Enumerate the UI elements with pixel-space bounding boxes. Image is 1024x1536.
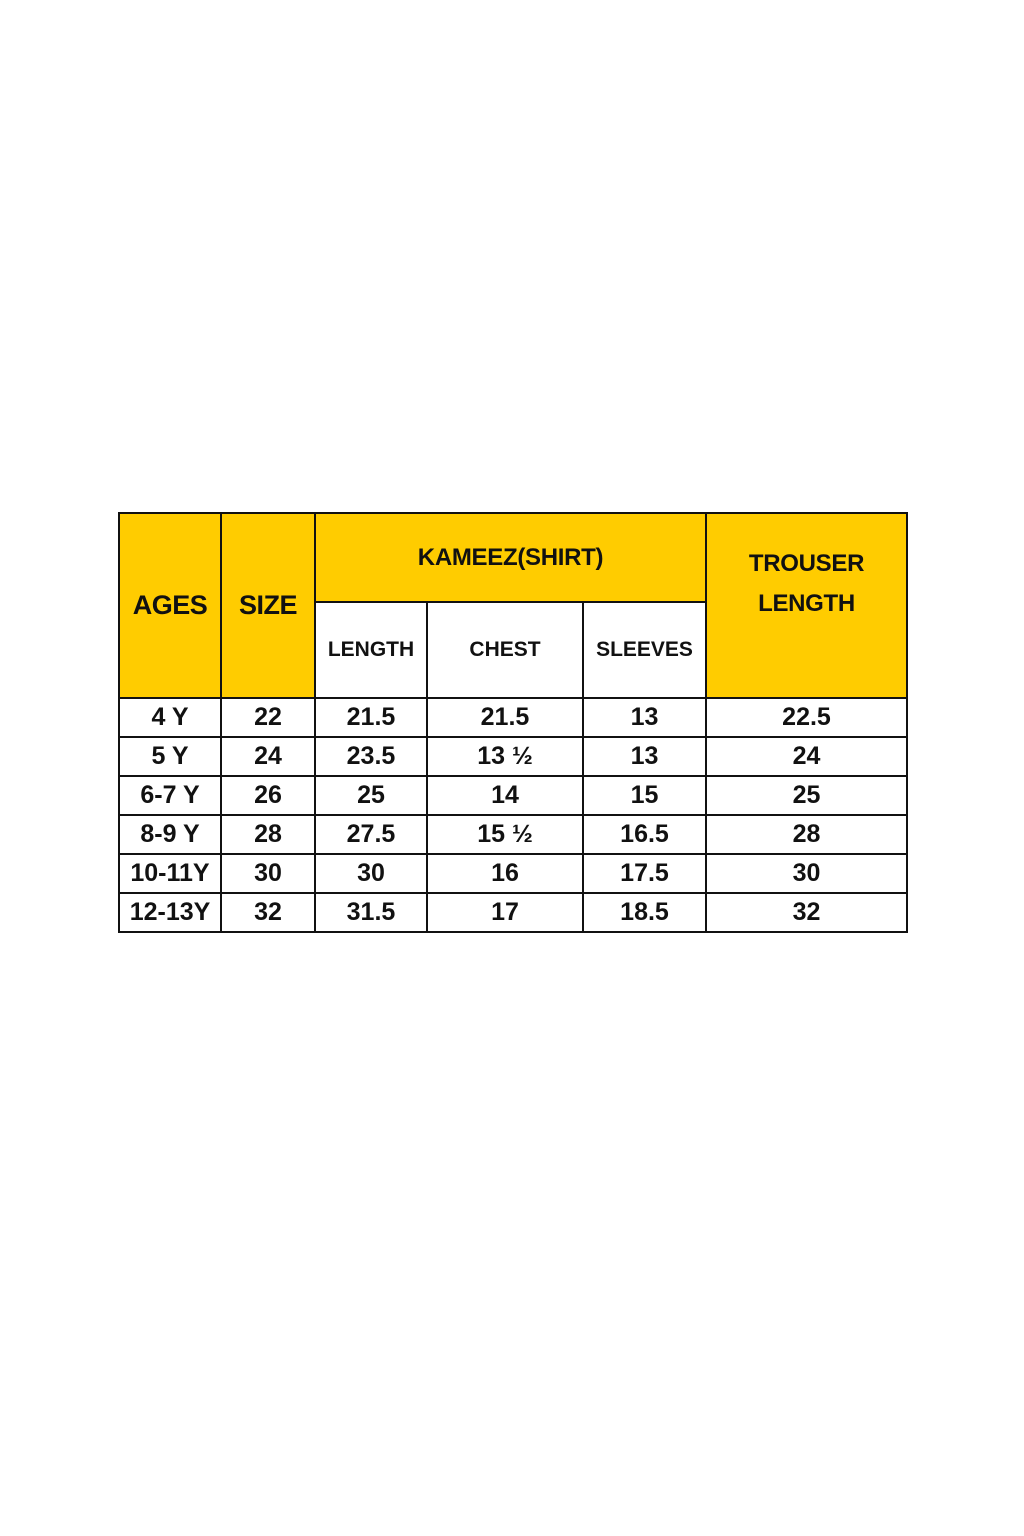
cell-kameez-length: 23.5 bbox=[315, 737, 427, 776]
cell-kameez-length: 27.5 bbox=[315, 815, 427, 854]
cell-chest: 14 bbox=[427, 776, 583, 815]
cell-age: 6-7 Y bbox=[119, 776, 221, 815]
cell-size: 30 bbox=[221, 854, 315, 893]
cell-size: 28 bbox=[221, 815, 315, 854]
cell-age: 4 Y bbox=[119, 698, 221, 737]
cell-sleeves: 13 bbox=[583, 698, 706, 737]
cell-kameez-length: 31.5 bbox=[315, 893, 427, 932]
cell-sleeves: 16.5 bbox=[583, 815, 706, 854]
header-size: SIZE bbox=[221, 513, 315, 698]
cell-size: 32 bbox=[221, 893, 315, 932]
cell-sleeves: 18.5 bbox=[583, 893, 706, 932]
cell-kameez-length: 30 bbox=[315, 854, 427, 893]
header-row-top bbox=[119, 513, 907, 602]
header-chest: CHEST bbox=[427, 602, 583, 698]
cell-sleeves: 13 bbox=[583, 737, 706, 776]
table-row bbox=[119, 737, 907, 776]
size-chart-table bbox=[118, 512, 908, 933]
size-chart-body bbox=[119, 698, 907, 932]
cell-sleeves: 17.5 bbox=[583, 854, 706, 893]
header-trouser-line1: TROUSER bbox=[748, 550, 865, 577]
cell-size: 24 bbox=[221, 737, 315, 776]
table-row bbox=[119, 776, 907, 815]
cell-trouser-length: 30 bbox=[706, 854, 907, 893]
header-length: LENGTH bbox=[315, 602, 427, 698]
cell-sleeves: 15 bbox=[583, 776, 706, 815]
cell-kameez-length: 21.5 bbox=[315, 698, 427, 737]
cell-kameez-length: 25 bbox=[315, 776, 427, 815]
cell-size: 22 bbox=[221, 698, 315, 737]
cell-age: 8-9 Y bbox=[119, 815, 221, 854]
table-row bbox=[119, 815, 907, 854]
cell-trouser-length: 25 bbox=[706, 776, 907, 815]
table-row bbox=[119, 854, 907, 893]
table-row bbox=[119, 893, 907, 932]
cell-chest: 16 bbox=[427, 854, 583, 893]
cell-trouser-length: 32 bbox=[706, 893, 907, 932]
cell-size: 26 bbox=[221, 776, 315, 815]
header-trouser-length bbox=[706, 513, 907, 698]
cell-chest: 15 ½ bbox=[427, 815, 583, 854]
table-row bbox=[119, 698, 907, 737]
cell-age: 5 Y bbox=[119, 737, 221, 776]
header-sleeves: SLEEVES bbox=[583, 602, 706, 698]
cell-chest: 21.5 bbox=[427, 698, 583, 737]
cell-trouser-length: 28 bbox=[706, 815, 907, 854]
header-ages: AGES bbox=[119, 513, 221, 698]
header-kameez-shirt: KAMEEZ(SHIRT) bbox=[315, 513, 706, 602]
header-trouser-line2: LENGTH bbox=[758, 590, 855, 617]
cell-age: 12-13Y bbox=[119, 893, 221, 932]
cell-chest: 17 bbox=[427, 893, 583, 932]
cell-trouser-length: 24 bbox=[706, 737, 907, 776]
cell-chest: 13 ½ bbox=[427, 737, 583, 776]
cell-trouser-length: 22.5 bbox=[706, 698, 907, 737]
cell-age: 10-11Y bbox=[119, 854, 221, 893]
